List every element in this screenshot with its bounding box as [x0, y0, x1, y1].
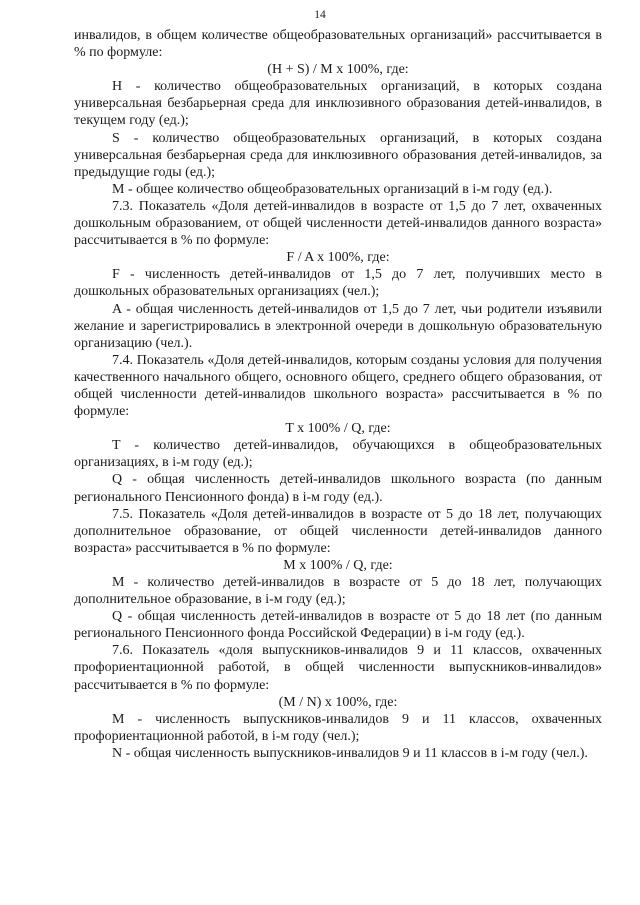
definition-f: F - численность детей-инвалидов от 1,5 до 7 лет, получивших место в дошкольных образовательных организациях (чел.);	[74, 267, 602, 300]
paragraph-continuation: инвалидов, в общем количестве общеобразовательных организаций» рассчитывается в % по формуле:	[74, 28, 602, 61]
formula-preschool-share: F / A x 100%, где:	[286, 250, 390, 266]
page-number: 14	[314, 9, 326, 21]
formula-additional-education: M x 100% / Q, где:	[283, 557, 393, 573]
definition-m: M - общее количество общеобразовательных организаций в i-м году (ед.).	[112, 181, 553, 197]
definition-h: H - количество общеобразовательных организаций, в которых создана универсальная безбарьерная среда для инклюзивного образования детей-инвалидов, в текущем году (ед.);	[74, 79, 602, 129]
section-7-3: 7.3. Показатель «Доля детей-инвалидов в возрасте от 1,5 до 7 лет, охваченных дошкольным образованием, от общей численности детей-инвалидов данного возраста» рассчитывается в % по формуле:	[74, 198, 602, 249]
definition-s: S - количество общеобразовательных организаций, в которых создана универсальная безбарьерная среда для инклюзивного образования детей-инвалидов, за предыдущие годы (ед.);	[74, 130, 602, 180]
formula-school-share: T x 100% / Q, где:	[285, 421, 391, 437]
definition-a: A - общая численность детей-инвалидов от 1,5 до 7 лет, чьи родители изъявили желание и зарегистрировались в электронной очереди в дошкольную образовательную организацию (чел.).	[74, 301, 602, 351]
definition-q-additional: Q - общая численность детей-инвалидов в возрасте от 5 до 18 лет (по данным регионального Пенсионного фонда Российской Федерации) в i-м году (ед.).	[74, 609, 602, 642]
definition-q-school: Q - общая численность детей-инвалидов школьного возраста (по данным регионального Пенсионного фонда) в i-м году (ед.).	[74, 472, 602, 505]
document-body	[74, 27, 602, 762]
section-7-5: 7.5. Показатель «Доля детей-инвалидов в возрасте от 5 до 18 лет, получающих дополнительное образование, от общей численности детей-инвалидов данного возраста» рассчитывается в % по формуле:	[74, 506, 602, 556]
definition-m-additional: M - количество детей-инвалидов в возрасте от 5 до 18 лет, получающих дополнительное образование, в i-м году (ед.);	[74, 575, 602, 608]
formula-barrier-free-share: (H + S) / M x 100%, где:	[267, 62, 409, 78]
definition-m-graduates: M - численность выпускников-инвалидов 9 и 11 классов, охваченных профориентационной работой, в i-м году (чел.);	[74, 711, 602, 744]
definition-n-graduates: N - общая численность выпускников-инвалидов 9 и 11 классов в i-м году (чел.).	[112, 745, 588, 761]
definition-t: T - количество детей-инвалидов, обучающихся в общеобразовательных организациях, в i-м году (ед.);	[74, 438, 602, 471]
formula-career-guidance: (M / N) x 100%, где:	[278, 694, 398, 710]
section-7-4: 7.4. Показатель «Доля детей-инвалидов, которым созданы условия для получения качественного начального общего, основного общего, среднего общего образования, от общей численности детей-инвалидов школьного возраста» рассчитывается в % по формуле:	[74, 352, 602, 420]
section-7-6: 7.6. Показатель «доля выпускников-инвалидов 9 и 11 классов, охваченных профориентационной работой, в общей численности выпускников-инвалидов» рассчитывается в % по формуле:	[74, 643, 602, 693]
